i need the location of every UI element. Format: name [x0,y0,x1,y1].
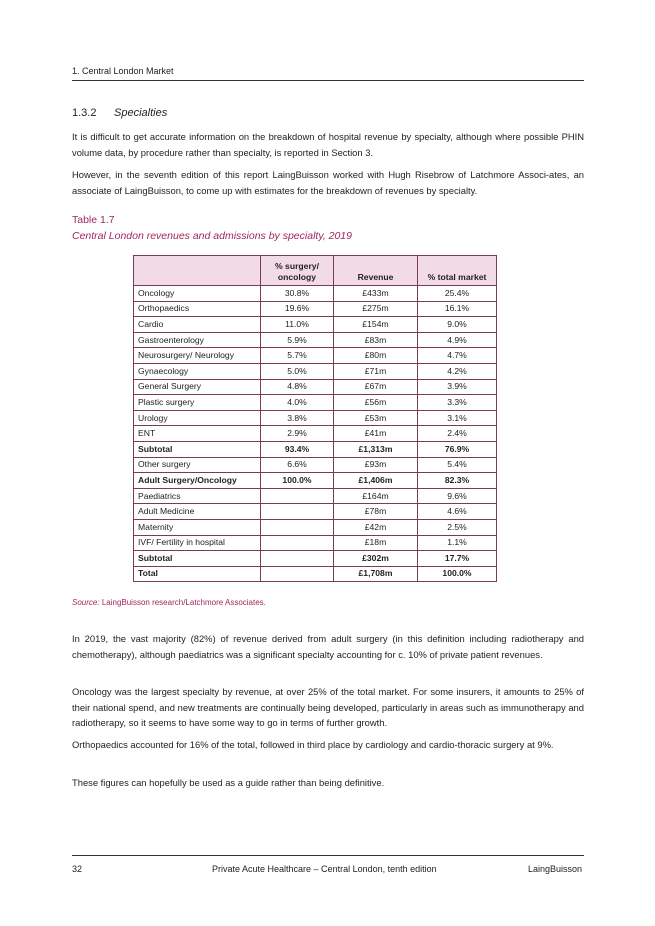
intro-paragraph-1: It is difficult to get accurate information on the breakdown of hospital revenue by specialty, although where possible PHIN volume data, by procedure rather than specialty, is reported in Section 3. [72,131,584,158]
cell-revenue: £275m [334,301,418,317]
cell-specialty: General Surgery [134,379,261,395]
cell-pct-surgery: 5.0% [261,363,334,379]
cell-specialty: Gastroenterology [134,332,261,348]
table-row [134,426,497,442]
cell-pct-total: 4.7% [418,348,497,364]
cell-revenue: £1,313m [334,441,418,457]
cell-pct-total: 4.6% [418,504,497,520]
table-row [134,457,497,473]
cell-specialty: Subtotal [134,441,261,457]
table-row [134,488,497,504]
source-label: Source: [72,598,100,607]
intro-paragraph-2: However, in the seventh edition of this report LaingBuisson worked with Hugh Risebrow of Latchmore Associ-ates, an associate of LaingBuisson, to come up with estimates for the breakdown of revenues by specialty. [72,169,584,196]
cell-specialty: Adult Medicine [134,504,261,520]
body-paragraph-4: These figures can hopefully be used as a guide rather than being definitive. [72,777,385,788]
cell-pct-surgery [261,504,334,520]
cell-pct-surgery: 6.6% [261,457,334,473]
cell-pct-total: 9.0% [418,317,497,333]
cell-specialty: Other surgery [134,457,261,473]
cell-pct-total: 16.1% [418,301,497,317]
cell-pct-total: 4.2% [418,363,497,379]
cell-pct-total: 76.9% [418,441,497,457]
source-text: LaingBuisson research/Latchmore Associates. [101,598,266,607]
cell-revenue: £164m [334,488,418,504]
cell-pct-total: 5.4% [418,457,497,473]
table-row [134,519,497,535]
cell-revenue: £41m [334,426,418,442]
body-paragraph-1: In 2019, the vast majority (82%) of revenue derived from adult surgery (in this definition including radiotherapy and chemotherapy), although paediatrics was a significant specialty accounting for c. 10% of private patient revenues. [72,633,584,660]
cell-specialty: Plastic surgery [134,395,261,411]
cell-specialty: Neurosurgery/ Neurology [134,348,261,364]
cell-specialty: IVF/ Fertility in hospital [134,535,261,551]
cell-revenue: £71m [334,363,418,379]
cell-pct-total: 9.6% [418,488,497,504]
cell-pct-total: 1.1% [418,535,497,551]
cell-specialty: Oncology [134,286,261,302]
cell-pct-total: 4.9% [418,332,497,348]
cell-specialty: Paediatrics [134,488,261,504]
cell-pct-total: 17.7% [418,551,497,567]
cell-revenue: £80m [334,348,418,364]
table-body [134,286,497,582]
cell-revenue: £1,406m [334,473,418,489]
cell-pct-surgery: 5.7% [261,348,334,364]
section-title: Specialties [114,107,168,119]
cell-pct-surgery: 4.0% [261,395,334,411]
table-row [134,441,497,457]
table-source [72,598,266,607]
section-heading [72,107,167,119]
body-paragraph-3: Orthopaedics accounted for 16% of the total, followed in third place by cardiology and cardio-thoracic surgery at 9%. [72,739,554,750]
header-specialty [134,256,261,286]
cell-revenue: £42m [334,519,418,535]
cell-pct-surgery: 4.8% [261,379,334,395]
cell-pct-total: 82.3% [418,473,497,489]
body-paragraph-2: Oncology was the largest specialty by revenue, at over 25% of the total market. For some insurers, it amounts to 25% of their national spend, and new treatments are continually being developed, particularly in areas such as immunotherapy and radiotherapy, so it seems to have some way to go in terms of further growth. [72,686,584,728]
cell-pct-surgery: 19.6% [261,301,334,317]
cell-revenue: £56m [334,395,418,411]
header-pct-total: % total market [418,256,497,286]
table-row [134,551,497,567]
cell-pct-surgery: 5.9% [261,332,334,348]
cell-pct-surgery: 30.8% [261,286,334,302]
cell-pct-surgery [261,566,334,582]
cell-specialty: ENT [134,426,261,442]
running-header: 1. Central London Market [72,66,174,76]
cell-pct-surgery: 93.4% [261,441,334,457]
table-row [134,566,497,582]
publisher-name: LaingBuisson [528,864,583,874]
cell-pct-total: 2.5% [418,519,497,535]
cell-revenue: £67m [334,379,418,395]
cell-pct-surgery: 11.0% [261,317,334,333]
footer-rule [72,855,584,856]
table-caption: Central London revenues and admissions by specialty, 2019 [72,230,352,242]
table-number: Table 1.7 [72,214,115,226]
cell-specialty: Adult Surgery/Oncology [134,473,261,489]
cell-specialty: Total [134,566,261,582]
cell-revenue: £93m [334,457,418,473]
cell-revenue: £78m [334,504,418,520]
table-header-row [134,256,497,286]
cell-specialty: Subtotal [134,551,261,567]
page-number: 32 [72,864,83,874]
cell-pct-total: 100.0% [418,566,497,582]
publication-title: Private Acute Healthcare – Central London, tenth edition [212,864,437,874]
cell-revenue: £154m [334,317,418,333]
table-row [134,348,497,364]
cell-pct-total: 3.9% [418,379,497,395]
cell-specialty: Orthopaedics [134,301,261,317]
cell-specialty: Gynaecology [134,363,261,379]
cell-pct-surgery [261,488,334,504]
table-row [134,379,497,395]
header-revenue: Revenue [334,256,418,286]
cell-pct-surgery: 2.9% [261,426,334,442]
table-row [134,535,497,551]
cell-pct-surgery: 3.8% [261,410,334,426]
header-rule [72,80,584,81]
table-row [134,395,497,411]
table-row [134,473,497,489]
cell-specialty: Maternity [134,519,261,535]
cell-revenue: £53m [334,410,418,426]
cell-specialty: Cardio [134,317,261,333]
cell-pct-surgery: 100.0% [261,473,334,489]
table-row [134,410,497,426]
cell-revenue: £302m [334,551,418,567]
header-pct-surgery: % surgery/ oncology [261,256,334,286]
table-row [134,363,497,379]
table-row [134,301,497,317]
cell-pct-surgery [261,551,334,567]
table-row [134,317,497,333]
table-row [134,332,497,348]
cell-pct-surgery [261,519,334,535]
cell-pct-surgery [261,535,334,551]
cell-revenue: £83m [334,332,418,348]
cell-revenue: £433m [334,286,418,302]
cell-revenue: £18m [334,535,418,551]
cell-pct-total: 3.3% [418,395,497,411]
section-number: 1.3.2 [72,107,97,119]
cell-pct-total: 3.1% [418,410,497,426]
table-row [134,286,497,302]
cell-revenue: £1,708m [334,566,418,582]
table-row [134,504,497,520]
cell-specialty: Urology [134,410,261,426]
cell-pct-total: 25.4% [418,286,497,302]
cell-pct-total: 2.4% [418,426,497,442]
specialty-revenue-table [133,255,497,582]
